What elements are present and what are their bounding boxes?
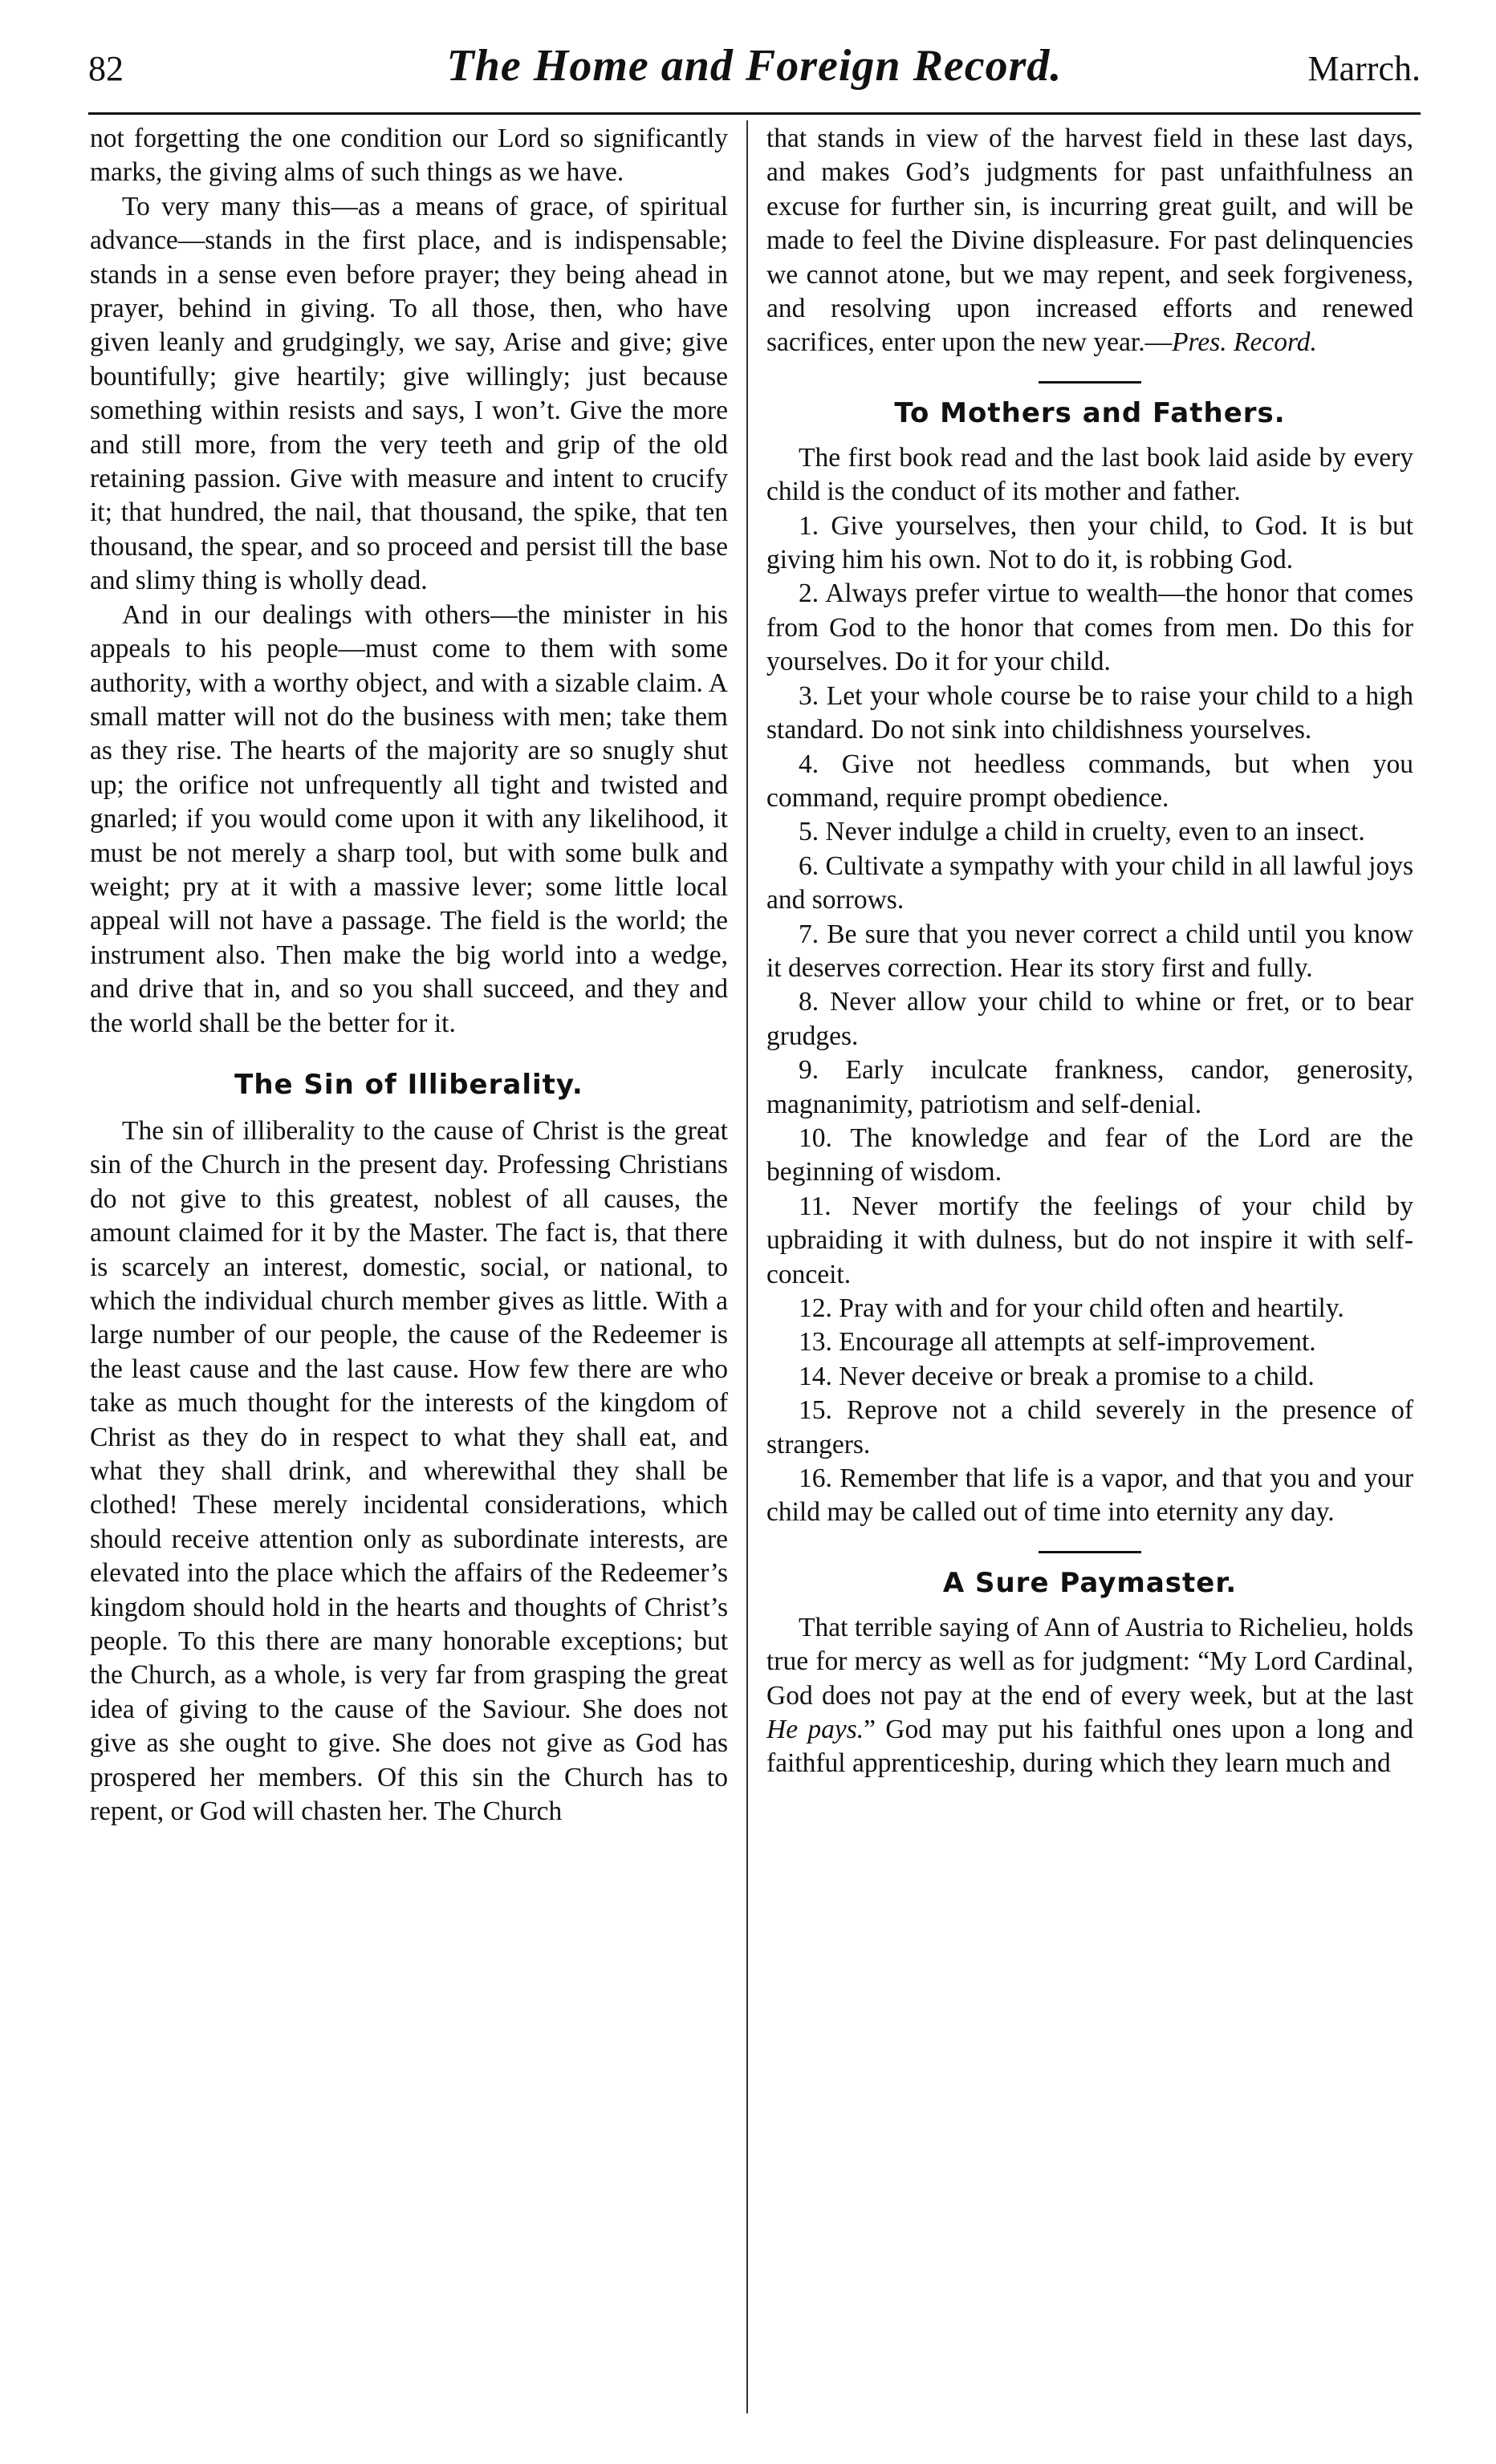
list-item: 8. Never allow your child to whine or fret, or to bear grudges. [766,987,1413,1051]
list-item: 13. Encourage all attempts at self-improvement. [799,1327,1316,1358]
list-item: 11. Never mortify the feelings of your child by upbraiding it with dulness, but do not inspire it with self-conceit. [766,1191,1413,1289]
paymaster-text-end: ” God may put his faithful ones upon a long and faithful apprenticeship, during which they learn much and [766,1715,1413,1779]
list-item: 7. Be sure that you never correct a child until you know it deserves correction. Hear its story first and fully. [766,919,1413,983]
list-item: 15. Reprove not a child severely in the presence of strangers. [766,1395,1413,1459]
paragraph: The first book read and the last book laid aside by every child is the conduct of its mother and father. [766,442,1413,507]
list-item: 6. Cultivate a sympathy with your child in all lawful joys and sorrows. [766,850,1413,915]
list-item: 2. Always prefer virtue to wealth—the honor that comes from God to the honor that comes from men. Do this for yourselves. Do it for your child. [766,578,1413,677]
list-item: 1. Give yourselves, then your child, to God. It is but giving him his own. Not to do it, is robbing God. [766,510,1413,575]
continuation-text: that stands in view of the harvest field in these last days, and makes God’s judgments for past unfaithfulness an excuse for further sin, is incurring great guilt, and will be made to feel the Divine displeasure. For past delinquencies we cannot atone, but we may repent, and seek forgiveness, and resolving upon increased efforts and renewed sacrifices, enter upon the new year.— [766,124,1413,358]
right-column [766,122,1413,1781]
list-item: 3. Let your whole course be to raise your child to a high standard. Do not sink into childishness yourselves. [766,680,1413,745]
list-item: 4. Give not heedless commands, but when you command, require prompt obedience. [766,749,1413,813]
page-header [88,40,1421,112]
paragraph [766,1611,1413,1781]
paragraph: And in our dealings with others—the minister in his appeals to his people—must come to them with some authority, with a worthy object, and with a sizable claim. A small matter will not do the business with men; take them as they rise. The hearts of the majority are so snugly shut up; the orifice not unfrequently all tight and twisted and gnarled; if you would come upon it with any likelihood, it must be not merely a sharp tool, but with some bulk and weight; pry at it with a massive lever; some little local appeal will not have a passage. The field is the world; the instrument also. Then make the big world into a wedge, and drive that in, and so you shall succeed, and they and the world shall be the better for it. [90,599,728,1038]
left-column [90,122,728,1829]
section-heading-mothers-fathers: To Mothers and Fathers. [894,396,1286,429]
list-item: 12. Pray with and for your child often and heartily. [799,1293,1344,1323]
paragraph: To very many this—as a means of grace, of spiritual advance—stands in the first place, and is indispensable; stands in a sense even before prayer; they being ahead in prayer, behind in giving. To all those, then, who have given leanly and grudgingly, we say, Arise and give; give bountifully; give heartily; give willingly; just because something within resists and says, I won’t. Give the more and still more, from the very teeth and grip of the old retaining passion. Give with measure and intent to crucify it; that hundred, the nail, that thousand, the spike, that ten thousand, the spear, and so proceed and persist till the base and slimy thing is wholly dead. [90,191,728,596]
paymaster-text-start: That terrible saying of Ann of Austria to Richelieu, holds true for mercy as well as for judgment: “My Lord Cardinal, God does not pay at the end of every week, but at the last [766,1612,1413,1711]
section-heading-illiberality: The Sin of Illiberality. [234,1068,583,1101]
issue-month: Marrch. [1307,49,1421,88]
section-heading-paymaster: A Sure Paymaster. [942,1566,1238,1599]
header-rule [88,112,1421,115]
source-citation: Pres. Record. [1172,327,1317,358]
list-item: 14. Never deceive or break a promise to a child. [799,1361,1315,1391]
emphasis: He pays. [766,1715,864,1745]
paragraph [766,122,1413,360]
page-number: 82 [88,49,124,88]
paragraph: The sin of illiberality to the cause of Christ is the great sin of the Church in the present day. Professing Christians do not give to this greatest, noblest of all causes, the amount claimed for it by the Master. The fact is, that there is scarcely an interest, domestic, social, or national, to which the individual church member gives as little. With a large number of our people, the cause of the Redeemer is the least cause and the last cause. How few there are who take as much thought for the interests of the kingdom of Christ as they do in respect to what they shall eat, and what they shall drink, and wherewithal they shall be clothed! These merely incidental considerations, which should receive attention only as subordinate interests, are elevated into the place which the affairs of the Redeemer’s kingdom should hold in the hearts and thoughts of Christ’s people. To this there are many honorable exceptions; but the Church, as a whole, is very far from grasping the great idea of giving to the cause of the Saviour. She does not give as she ought to give. She does not give as God has prospered her members. Of this sin the Church has to repent, or God will chasten her. The Church [90,1115,728,1827]
paragraph: not forgetting the one condition our Lord so significantly marks, the giving alms of such things as we have. [90,124,728,188]
list-item: 9. Early inculcate frankness, candor, generosity, magnanimity, patriotism and self-denial. [766,1055,1413,1119]
list-item: 10. The knowledge and fear of the Lord are the beginning of wisdom. [766,1122,1413,1187]
column-divider [746,120,748,2413]
journal-title: The Home and Foreign Record. [446,41,1063,91]
list-item: 16. Remember that life is a vapor, and that you and your child may be called out of time into eternity any day. [766,1463,1413,1528]
list-item: 5. Never indulge a child in cruelty, even to an insect. [799,817,1365,847]
